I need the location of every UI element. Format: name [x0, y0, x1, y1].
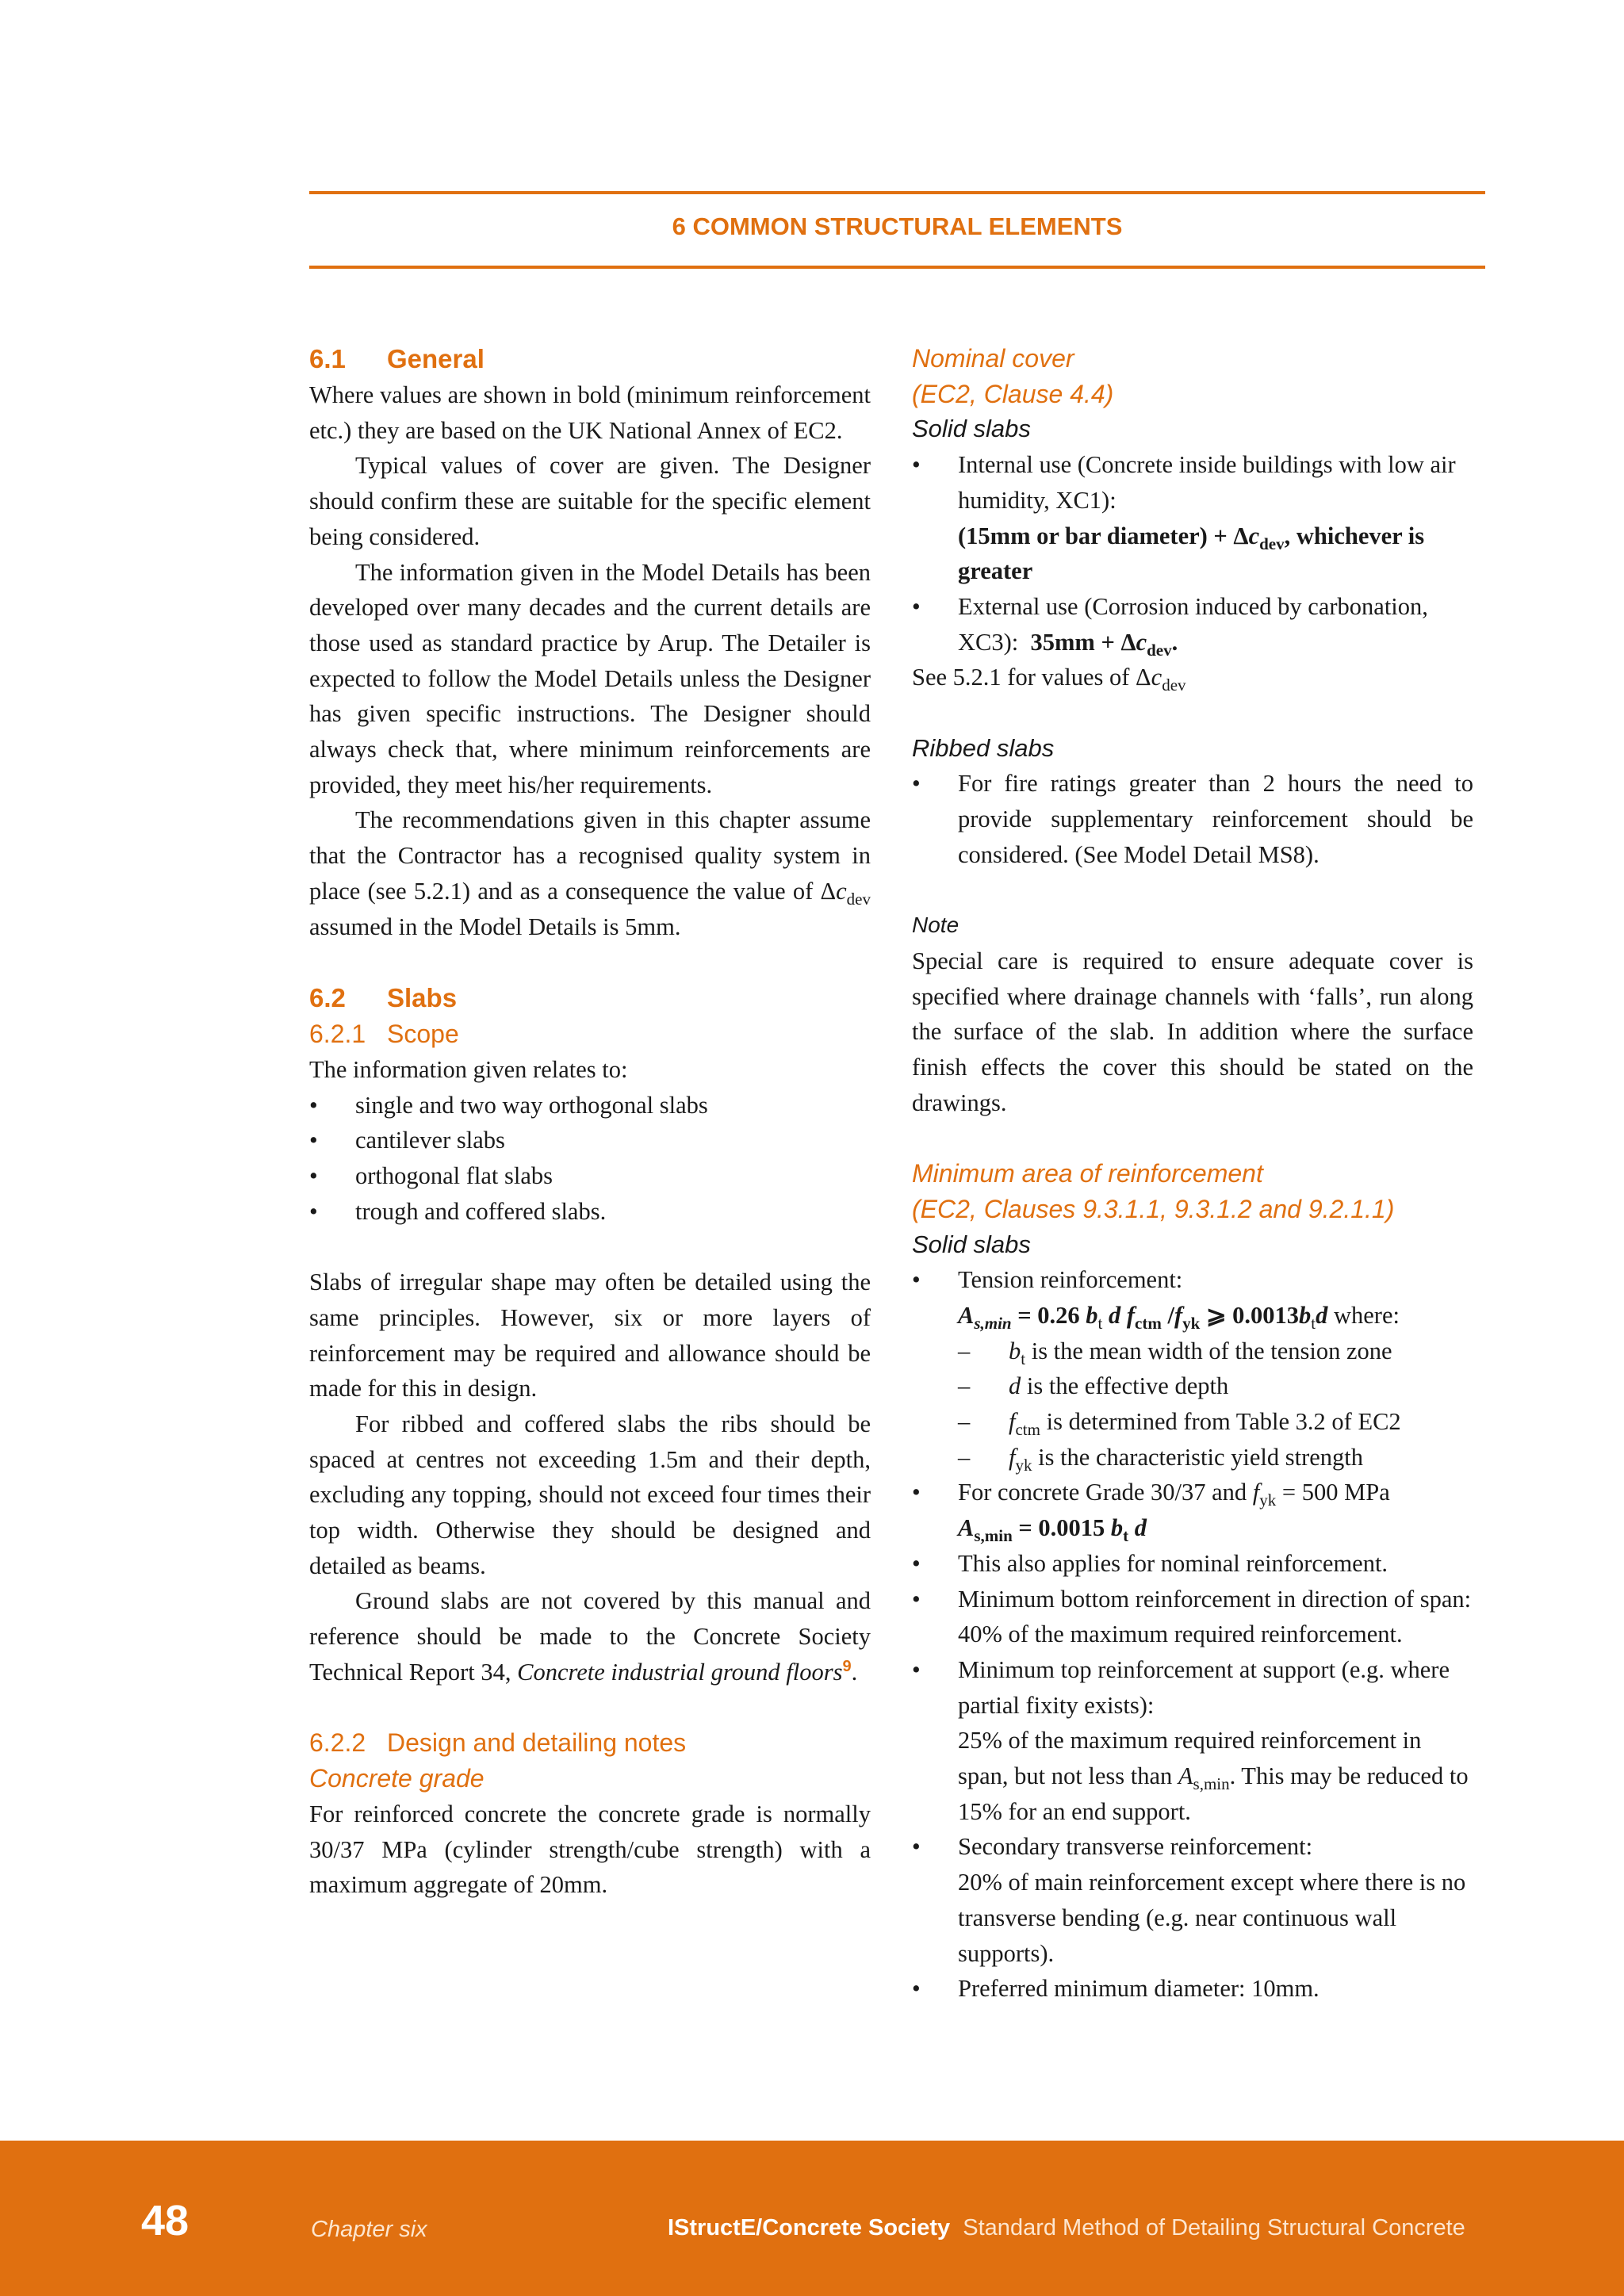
- definition-item: – d is the effective depth: [958, 1372, 1229, 1400]
- ribbed-slabs-heading: Ribbed slabs: [912, 733, 1055, 762]
- min-area-list: [912, 1262, 1473, 2007]
- section-number: 6.2: [309, 982, 346, 1012]
- header-rule-bottom: [309, 266, 1485, 269]
- list-item: • Internal use (Concrete inside buildings with low air humidity, XC1): (15mm or bar diameter) + $\Delta c_{dev}$, whichever is greater: [912, 451, 1456, 585]
- paragraph: Where values are shown in bold (minimum reinforcement etc.) they are based on the UK National Annex of EC2.: [309, 381, 871, 444]
- nominal-cover-heading: Nominal cover: [912, 344, 1074, 373]
- section-title: Slabs: [387, 982, 458, 1012]
- list-item: • External use (Corrosion induced by carbonation, XC3): $35mm + \Delta c_{dev}$.: [912, 592, 1428, 660]
- definition-list: [958, 1334, 1473, 1475]
- subsection-heading-6-2-1: 6.2.1 Scope: [309, 1019, 459, 1048]
- footer-publisher: IStructE/Concrete Society: [668, 2215, 951, 2241]
- paragraph: Typical values of cover are given. The Designer should confirm these are suitable for the specific element being considered.: [309, 452, 871, 550]
- concrete-grade-heading: Concrete grade: [309, 1764, 485, 1793]
- subsection-heading-6-2-2: 6.2.2 Design and detailing notes: [309, 1728, 687, 1758]
- right-column: [912, 341, 1473, 2007]
- paragraph: Ground slabs are not covered by this manual and reference should be made to the Concrete Society Technical Report 34, Concrete industrial ground floors$^9$.: [309, 1587, 871, 1686]
- paragraph: The recommendations given in this chapter assume that the Contractor has a recognised quality system in place (see 5.2.1) and as a consequence the value of $\Delta c_{dev}$ assumed in the Model Details is 5mm.: [309, 806, 871, 940]
- chapter-heading: 6 COMMON STRUCTURAL ELEMENTS: [672, 212, 1123, 240]
- list-item: • Secondary transverse reinforcement: 20% of main reinforcement except where there is no transverse bending (e.g. near continuous wall supports).: [912, 1833, 1466, 1967]
- section-number: 6.1: [309, 344, 346, 373]
- section-heading-6-1: [309, 341, 871, 377]
- scope-list: [309, 1088, 871, 1230]
- section-title: General: [387, 344, 485, 373]
- nominal-cover-list: [912, 447, 1473, 660]
- list-item: • Minimum top reinforcement at support (e.g. where partial fixity exists): 25% of the maximum required reinforcement in span, but not less than $A_{s,min}$. This may be reduced to 15% for an end support.: [912, 1655, 1469, 1825]
- list-item: • Preferred minimum diameter: 10mm.: [912, 1975, 1320, 2003]
- list-item: • single and two way orthogonal slabs: [309, 1091, 708, 1119]
- see-reference: See 5.2.1 for values of $\Delta c_{dev}$: [912, 664, 1186, 695]
- paragraph: For reinforced concrete the concrete grade is normally 30/37 MPa (cylinder strength/cube strength) with a maximum aggregate of 20mm.: [309, 1800, 871, 1899]
- note-label: Note: [912, 913, 959, 938]
- list-item: • orthogonal flat slabs: [309, 1162, 553, 1190]
- list-item: • cantilever slabs: [309, 1127, 505, 1154]
- list-item: • trough and coffered slabs.: [309, 1197, 607, 1225]
- list-item: • Minimum bottom reinforcement in direction of span: 40% of the maximum required reinforcement.: [912, 1585, 1472, 1648]
- definition-item: – $f_{yk}$ is the characteristic yield strength: [958, 1443, 1364, 1475]
- min-area-clause: (EC2, Clauses 9.3.1.1, 9.3.1.2 and 9.2.1.1): [912, 1194, 1395, 1223]
- nominal-cover-clause: (EC2, Clause 4.4): [912, 379, 1114, 408]
- scope-intro: The information given relates to:: [309, 1055, 628, 1083]
- paragraph: Slabs of irregular shape may often be detailed using the same principles. However, six or more layers of reinforcement may be required and allowance should be made for this in design.: [309, 1269, 871, 1402]
- paragraph: The information given in the Model Details has been developed over many decades and the current details are those used as standard practice by Arup. The Detailer is expected to follow the Model Details unless the Designer has given specific instructions. The Designer should always check that, where minimum reinforcements are provided, they meet his/her requirements.: [309, 558, 871, 798]
- list-item: • For concrete Grade 30/37 and $f_{yk} = 500$ MPa $A_{s,min} = 0.0015$ $b_t$ d: [912, 1479, 1390, 1546]
- footer-title: Standard Method of Detailing Structural Concrete: [963, 2215, 1465, 2241]
- solid-slabs-heading-2: Solid slabs: [912, 1230, 1031, 1258]
- paragraph: For ribbed and coffered slabs the ribs should be spaced at centres not exceeding 1.5m and their depth, excluding any topping, should not exceed four times their top width. Otherwise they should be designed and detailed as beams.: [309, 1410, 871, 1579]
- min-area-heading: Minimum area of reinforcement: [912, 1159, 1263, 1188]
- section-heading-6-2: [309, 980, 871, 1016]
- footer-publication: [668, 2215, 1465, 2241]
- definition-item: – $b_t$ is the mean width of the tension zone: [958, 1337, 1392, 1368]
- note-text: Special care is required to ensure adequate cover is specified where drainage channels with ‘falls’, run along the surface of the slab. In addition where the surface finish effects the cover this should be stated on the drawings.: [912, 947, 1473, 1116]
- left-column: [309, 341, 871, 1903]
- definition-item: – $f_{ctm}$ is determined from Table 3.2 of EC2: [958, 1408, 1401, 1440]
- ribbed-slabs-list: [912, 766, 1473, 872]
- solid-slabs-heading: Solid slabs: [912, 415, 1031, 443]
- list-item: • This also applies for nominal reinforcement.: [912, 1549, 1388, 1577]
- page-footer: [0, 2141, 1624, 2296]
- page-number: 48: [141, 2197, 190, 2244]
- footer-chapter: Chapter six: [311, 2217, 427, 2242]
- list-item: • For fire ratings greater than 2 hours the need to provide supplementary reinforcement should be considered. (See Model Detail MS8).: [912, 770, 1473, 868]
- formula: $A_{s,min}$: [958, 1301, 1012, 1334]
- list-item: • Tension reinforcement: $A_{s,min} = 0.26$ $b_t$ d $f_{ctm}$ $/f_{yk}$ ⩾ $0.0013b_td$ where: – $b_t$ is the mean width of the tension zone – d is the effective depth – $f_{ctm}$ is determined from Table 3.2 of EC2 – $f_{yk}$ is the characteristic yield strength: [912, 1262, 1473, 1475]
- header-rule-top: [309, 191, 1485, 194]
- reference-superscript: 9: [842, 1657, 852, 1675]
